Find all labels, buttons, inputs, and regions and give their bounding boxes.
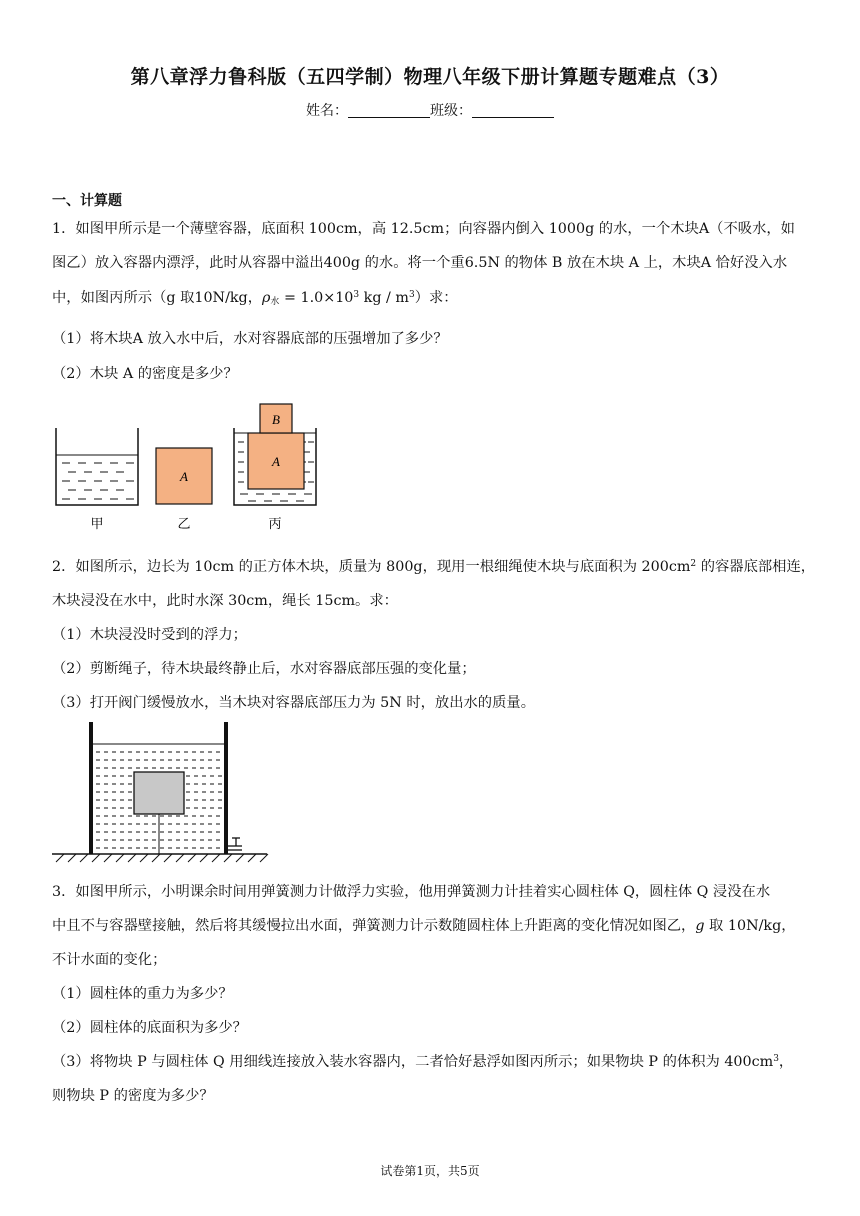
fig-jia-container [56,428,138,505]
name-blank[interactable] [348,103,430,118]
q1-line2: 图乙）放入容器内漂浮，此时从容器中溢出400g 的水。将一个重6.5N 的物体 B 放在木块 A 上，木块A 恰好没入水 [52,255,788,271]
q3-line1: 3．如图甲所示，小明课余时间用弹簧测力计做浮力实验，他用弹簧测力计挂着实心圆柱体 Q，圆柱体 Q 浸没在水 [52,884,771,900]
q2-figure [52,722,272,867]
q3-last-line: 则物块 P 的密度为多少？ [52,1088,214,1104]
q3-sub1: （1）圆柱体的重力为多少？ [52,986,233,1002]
page-footer: 试卷第1页，共5页 [380,1164,480,1178]
fig-label-yi: 乙 [177,517,191,532]
q3-line3: 不计水面的变化； [52,952,167,968]
fig-bing-label-b: B [272,412,280,427]
fig-yi-label-a: A [180,469,188,484]
class-label: 班级： [430,103,472,119]
q2-right-wall [224,722,228,854]
q1-sub2: （2）木块 A 的密度是多少？ [52,366,238,382]
q3-line2: 中且不与容器壁接触，然后将其缓慢拉出水面，弹簧测力计示数随圆柱体上升距离的变化情况如图乙，g 取 10N/kg， [52,918,796,934]
fig-label-jia: 甲 [90,517,104,532]
page-title: 第八章浮力鲁科版（五四学制）物理八年级下册计算题专题难点（3） [130,66,730,88]
fig-label-bing: 丙 [268,517,282,532]
student-info-line [0,100,860,120]
q1-line1: 1．如图甲所示是一个薄壁容器，底面积 100cm，高 12.5cm；向容器内倒入 1000g 的水，一个木块A（不吸水，如 [52,221,795,237]
q2-wood-cube [134,772,184,814]
q1-figure [52,400,332,535]
q2-sub3: （3）打开阀门缓慢放水，当木块对容器底部压力为 5N 时，放出水的质量。 [52,695,535,711]
q1-line3: 中，如图丙所示（g 取10N/kg，$\rho_水 = 1.0\times 10^3$ kg / $m^3$）求： [52,290,458,307]
q3-sub3: （3）将物块 P 与圆柱体 Q 用细线连接放入装水容器内，二者恰好悬浮如图丙所示；如果物块 P 的体积为 $400cm^3$， [52,1054,794,1070]
fig-bing-container [234,404,316,505]
q2-sub1: （1）木块浸没时受到的浮力； [52,627,247,643]
fig-bing-label-a: A [272,454,280,469]
rho-symbol: ρ [262,290,271,306]
q1-sub1: （1）将木块A 放入水中后，水对容器底部的压强增加了多少？ [52,331,448,347]
q2-valve[interactable] [228,838,242,850]
section-heading: 一、计算题 [52,193,122,209]
q1-g-value: g 取10N/kg， [166,290,262,306]
name-label: 姓名： [306,103,348,119]
q3-sub2: （2）圆柱体的底面积为多少？ [52,1020,247,1036]
class-blank[interactable] [472,103,554,118]
q2-left-wall [89,722,93,854]
q2-sub2: （2）剪断绳子，待木块最终静止后，水对容器底部压强的变化量； [52,661,476,677]
q2-line2: 木块浸没在水中，此时水深 30cm，绳长 15cm。求： [52,593,398,609]
q2-line1: 2．如图所示，边长为 10cm 的正方体木块，质量为 800g，现用一根细绳使木块与底面积为 $200cm^2$ 的容器底部相连， [52,559,816,575]
